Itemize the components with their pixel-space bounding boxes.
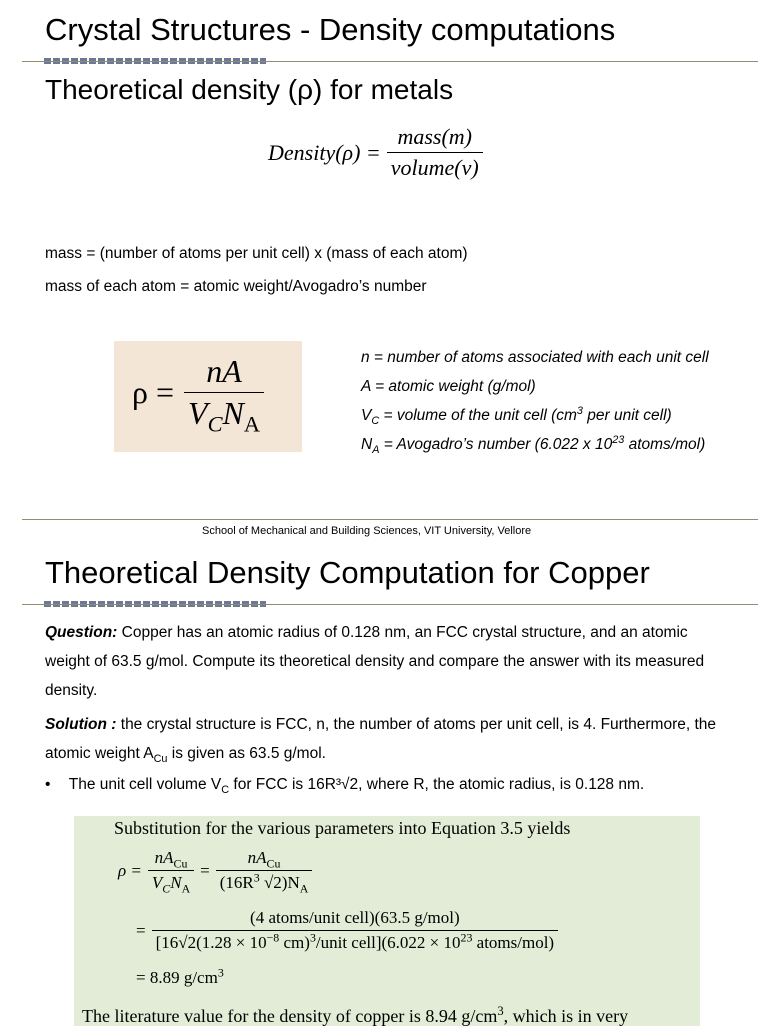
bullet-mark: •	[45, 776, 51, 793]
solution-label: Solution :	[45, 716, 117, 733]
rho-formula-numerator: nA	[206, 353, 242, 389]
bullet-item	[45, 776, 645, 797]
legend-na: $N_A$ = Avogadro’s number (6.022 x $10^{23}$ atoms/mol)	[361, 433, 706, 457]
equation-line-1: ρ = $\frac{nA_{Cu}}{V_CN_A}$ = $\frac{nA_{Cu}}{(16R^3 √2)N_A}$	[118, 848, 312, 893]
rho-den-n: N	[222, 395, 244, 431]
density-formula-denominator: volume(v)	[387, 152, 483, 181]
rho-formula-box	[114, 341, 302, 452]
question-paragraph	[45, 618, 735, 705]
slide2-title-divider	[22, 604, 758, 605]
question-label: Question:	[45, 624, 118, 641]
equation-line-2: = $\frac{\text{(4 atoms/unit cell)(63.5 g/mol)}}{[16√2(1.28 \times 10^{-8} cm)^3/unit cell](6.022 \times 10^{23} atoms/mol)}$	[136, 908, 558, 953]
slide2-title: Theoretical Density Computation for Copper	[45, 555, 650, 590]
literature-note: The literature value for the density of copper is 8.94 $g/cm^3$, which is in very	[82, 1004, 629, 1026]
atom-mass-definition: mass of each atom = atomic weight/Avogadro’s number	[45, 278, 427, 295]
question-text: Copper has an atomic radius of 0.128 nm, an FCC crystal structure, and an atomic weight of 63.5 g/mol. Compute its theoretical density and compare the answer with its measured density.	[45, 624, 705, 699]
bullet-text: The unit cell volume $V_C$ for FCC is 16R³√2, where R, the atomic radius, is 0.128 nm.	[68, 776, 645, 797]
legend-vc: $V_C$ = volume of the unit cell ($cm^3$ per unit cell)	[361, 404, 672, 428]
density-formula-numerator: mass(m)	[397, 124, 473, 149]
rho-den-c: C	[207, 411, 223, 437]
density-formula-lhs: Density(ρ) =	[268, 139, 381, 165]
density-formula	[268, 124, 483, 181]
footer-divider	[22, 519, 758, 520]
slide-subtitle: Theoretical density (ρ) for metals	[45, 74, 454, 105]
legend-n: n = number of atoms associated with each unit cell	[361, 349, 709, 366]
slide-title: Crystal Structures - Density computations	[45, 12, 616, 47]
rho-den-v: V	[188, 395, 208, 431]
solution-paragraph: Solution : the crystal structure is FCC, n, the number of atoms per unit cell, is 4. Furthermore, the atomic weight $A_{Cu}$ is given as 63.5 g/mol.	[45, 716, 717, 766]
box-intro: Substitution for the various parameters into Equation 3.5 yields	[114, 818, 571, 838]
slide-footer: School of Mechanical and Building Sciences, VIT University, Vellore	[202, 525, 532, 537]
rho-den-a: A	[243, 411, 261, 437]
title-divider	[22, 61, 758, 62]
legend-a: A = atomic weight (g/mol)	[361, 378, 536, 395]
rho-formula-lhs: ρ =	[132, 374, 175, 410]
equation-result: = 8.89 $g/cm^3$	[136, 965, 224, 987]
mass-definition: mass = (number of atoms per unit cell) x (mass of each atom)	[45, 245, 468, 262]
